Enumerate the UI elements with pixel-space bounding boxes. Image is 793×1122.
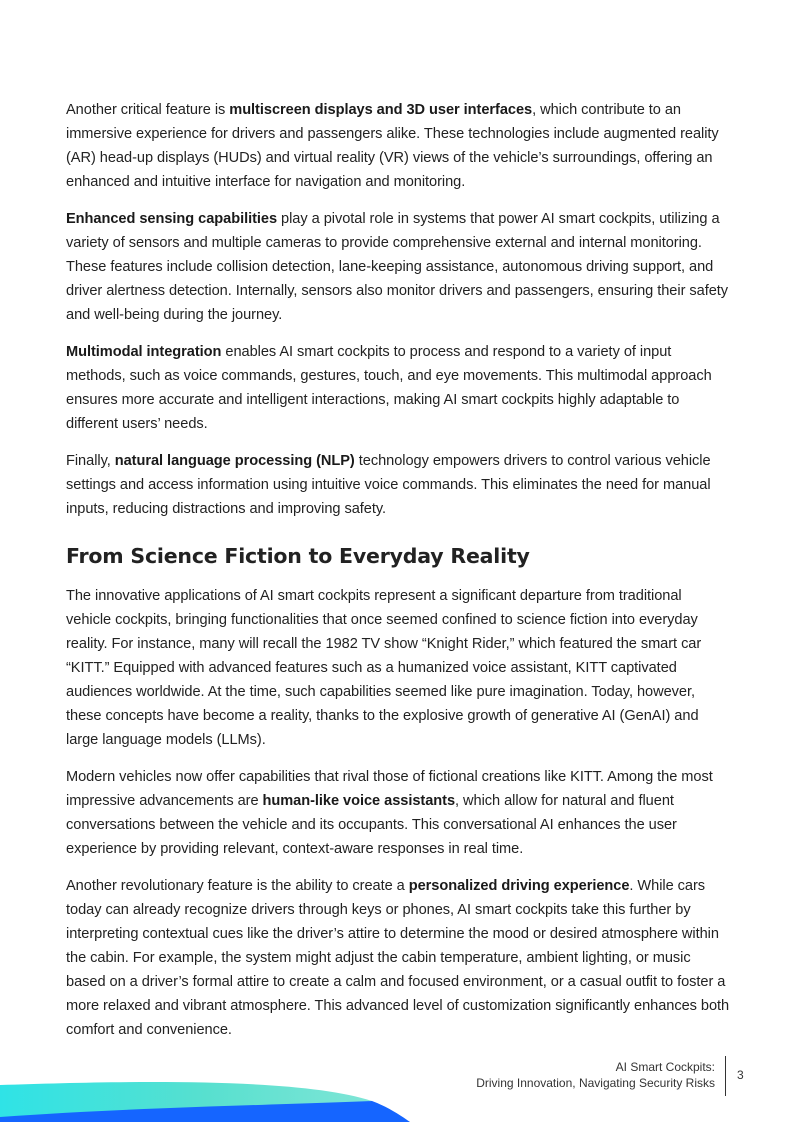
bold-term: personalized driving experience	[408, 878, 630, 894]
decorative-wave	[0, 1077, 420, 1122]
bold-term: Enhanced sensing capabilities	[66, 211, 278, 227]
text: . While cars today can already recognize drivers through keys or phones, AI smart cockpits take this further by interpreting contextual cues like the driver’s attire to determine the mood or desired atmosphere within the cabin. For example, the system might adjust the cabin temperature, ambient lighting, or music based on a driver’s formal attire to create a calm and focused environment, or a casual outfit to foster a more relaxed and vibrant atmosphere. This advanced level of customization significantly enhances both comfort and convenience.	[66, 878, 730, 1038]
text: Finally,	[66, 453, 115, 469]
footer-line-1: AI Smart Cockpits:	[615, 1060, 715, 1074]
paragraph-multimodal	[66, 340, 730, 436]
bold-term: natural language processing (NLP)	[114, 453, 355, 469]
text: , which contribute to an immersive experience for drivers and passengers alike. These technologies include augmented reality (AR) head-up displays (HUDs) and virtual reality (VR) views of the vehicle’s surroundings, offering an enhanced and intuitive interface for navigation and monitoring.	[66, 102, 719, 190]
footer-divider	[725, 1056, 726, 1096]
paragraph-sensing	[66, 207, 730, 327]
text: technology empowers drivers to control various vehicle settings and access information using intuitive voice commands. This eliminates the need for manual inputs, reducing distractions and improving safety.	[66, 453, 711, 517]
text: The innovative applications of AI smart cockpits represent a significant departure from traditional vehicle cockpits, bringing functionalities that once seemed confined to science fiction into everyday reality. For instance, many will recall the 1982 TV show “Knight Rider,” which featured the smart car “KITT.” Equipped with advanced features such as a humanized voice assistant, KITT captivated audiences worldwide. At the time, such capabilities seemed like pure imagination. Today, however, these concepts have become a reality, thanks to the explosive growth of generative AI (GenAI) and large language models (LLMs).	[66, 588, 702, 748]
text: Modern vehicles now offer capabilities that rival those of fictional creations like KITT. Among the most impressive advancements are	[66, 769, 713, 809]
paragraph-personalized	[66, 874, 730, 1042]
paragraph-knight-rider	[66, 584, 730, 752]
bold-term: multiscreen displays and 3D user interfaces	[229, 102, 533, 118]
section-heading: From Science Fiction to Everyday Reality	[66, 544, 530, 568]
bold-term: human-like voice assistants	[262, 793, 456, 809]
text: Another revolutionary feature is the ability to create a	[66, 878, 409, 894]
text: enables AI smart cockpits to process and respond to a variety of input methods, such as voice commands, gestures, touch, and eye movements. This multimodal approach ensures more accurate and intelligent interactions, making AI smart cockpits highly adaptable to different users’ needs.	[66, 344, 712, 432]
page-number: 3	[737, 1068, 744, 1082]
paragraph-nlp	[66, 449, 730, 521]
document-body	[66, 98, 730, 1055]
text: Another critical feature is	[66, 102, 230, 118]
text: , which allow for natural and fluent conversations between the vehicle and its occupants. This conversational AI enhances the user experience by providing relevant, context-aware responses in real time.	[66, 793, 677, 857]
paragraph-multiscreen	[66, 98, 730, 194]
footer-title	[476, 1059, 715, 1091]
text: play a pivotal role in systems that power AI smart cockpits, utilizing a variety of sensors and multiple cameras to provide comprehensive external and internal monitoring. These features include collision detection, lane-keeping assistance, autonomous driving support, and driver alertness detection. Internally, sensors also monitor drivers and passengers, ensuring their safety and well-being during the journey.	[66, 211, 729, 323]
paragraph-voice-assistants	[66, 765, 730, 861]
bold-term: Multimodal integration	[66, 344, 222, 360]
footer-line-2: Driving Innovation, Navigating Security Risks	[476, 1076, 715, 1090]
